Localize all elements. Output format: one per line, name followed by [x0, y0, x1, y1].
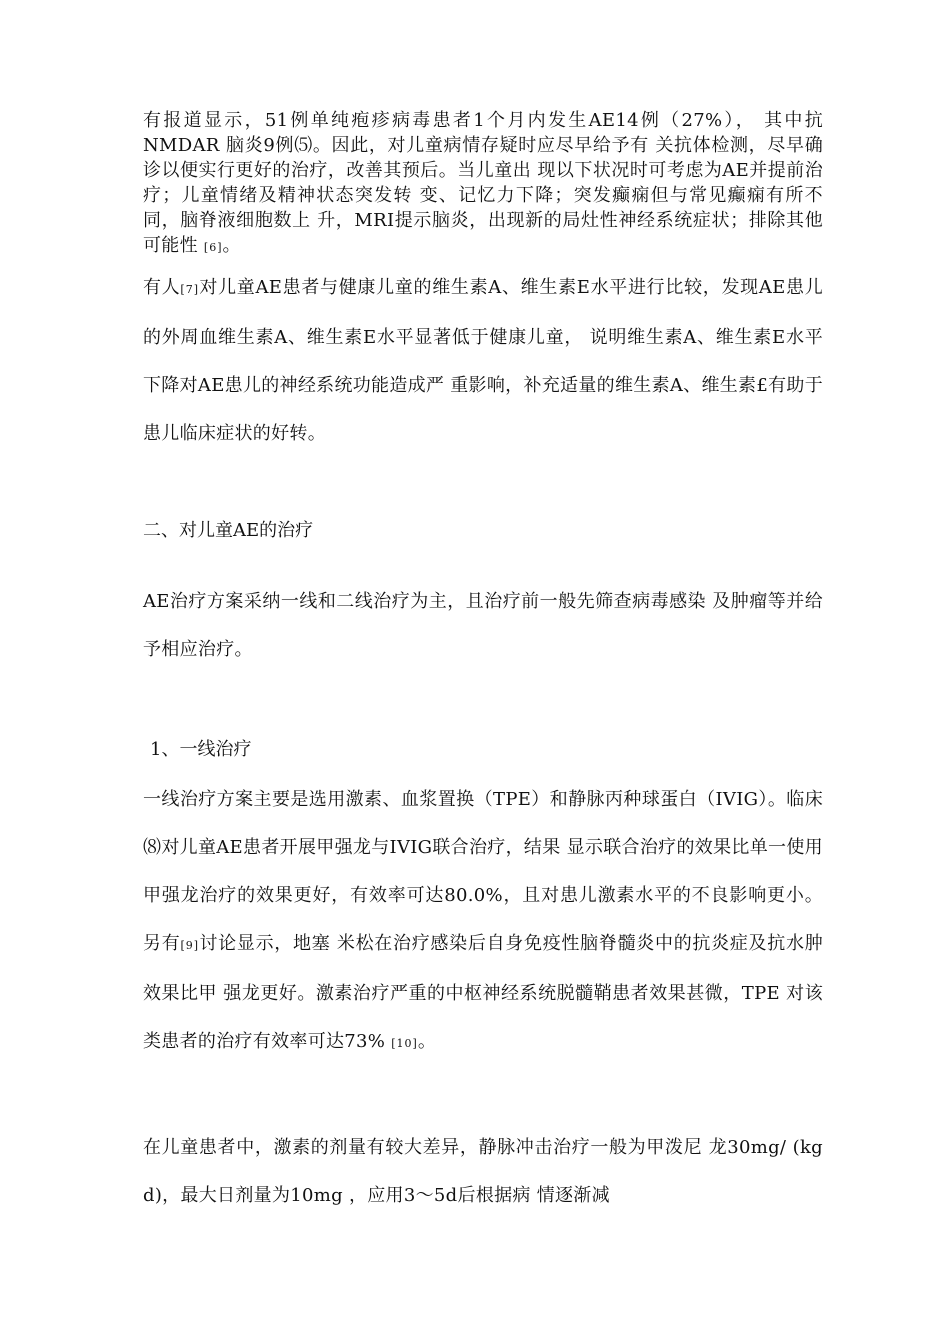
paragraph-text: 有报道显示，51例单纯疱疹病毒患者1个月内发生AE14例（27%）， 其中抗NMDAR 脑炎9例⑸。因此，对儿童病情存疑时应尽早给予有 关抗体检测，尽早确诊以便实行更好的治疗，改善其预后。当儿童出 现以下状况时可考虑为AE并提前治疗；儿童情绪及精神状态突发转 变、记忆力下降；突发癫痫但与常见癫痫有所不同，脑脊液细胞数上 升，MRI提示脑炎，出现新的局灶性神经系统症状；排除其他可能性: [143, 110, 823, 256]
paragraph-treatment-overview: AE治疗方案采纳一线和二线治疗为主，且治疗前一般先筛查病毒感染 及肿瘤等并给予相应治疗。: [143, 591, 823, 660]
paragraph-first-line-therapy: [143, 776, 823, 1068]
paragraph-tail: 。: [417, 1031, 437, 1052]
paragraph-text: 一线治疗方案主要是选用激素、血浆置换（TPE）和静脉丙种球蛋白（IVIG）。临床⑻对儿童AE患者开展甲强龙与IVIG联合治疗，结果 显示联合治疗的效果比单一使用甲强龙治疗的效果更好，有效率可达80.0%，且对患儿激素水平的不良影响更小。另有: [143, 789, 823, 954]
paragraph-text: 对儿童AE患者与健康儿童的维生素A、维生素E水平进行比较，发现AE患儿的外周血维生素A、维生素E水平显著低于健康儿童， 说明维生素A、维生素E水平下降对AE患儿的神经系统功能造成严 重影响，补充适量的维生素A、维生素£有助于患儿临床症状的好转。: [143, 277, 824, 444]
citation-ref: [10]: [391, 1037, 418, 1050]
citation-ref: [9]: [180, 939, 200, 952]
citation-ref: [6]: [203, 241, 223, 254]
paragraph-vitamin-study: [143, 264, 823, 458]
paragraph-dosage: 在儿童患者中，激素的剂量有较大差异，静脉冲击治疗一般为甲泼尼 龙30mg/ (kg d)，最大日剂量为10mg ，应用3〜5d后根据病 情逐渐减: [143, 1137, 823, 1206]
citation-ref: [7]: [180, 283, 199, 296]
paragraph-lead: 有人: [143, 277, 181, 298]
section-heading-treatment: 二、对儿童AE的治疗: [143, 520, 314, 541]
paragraph-text: 讨论显示，地塞 米松在治疗感染后自身免疫性脑脊髓炎中的抗炎症及抗水肿效果比甲 强龙更好。激素治疗严重的中枢神经系统脱髓鞘患者效果甚微，TPE 对该类患者的治疗有效率可达73%: [143, 933, 823, 1052]
subsection-heading-first-line: 1、一线治疗: [150, 739, 252, 760]
paragraph-vaccine-report: [143, 108, 823, 260]
paragraph-tail: 。: [222, 235, 241, 256]
